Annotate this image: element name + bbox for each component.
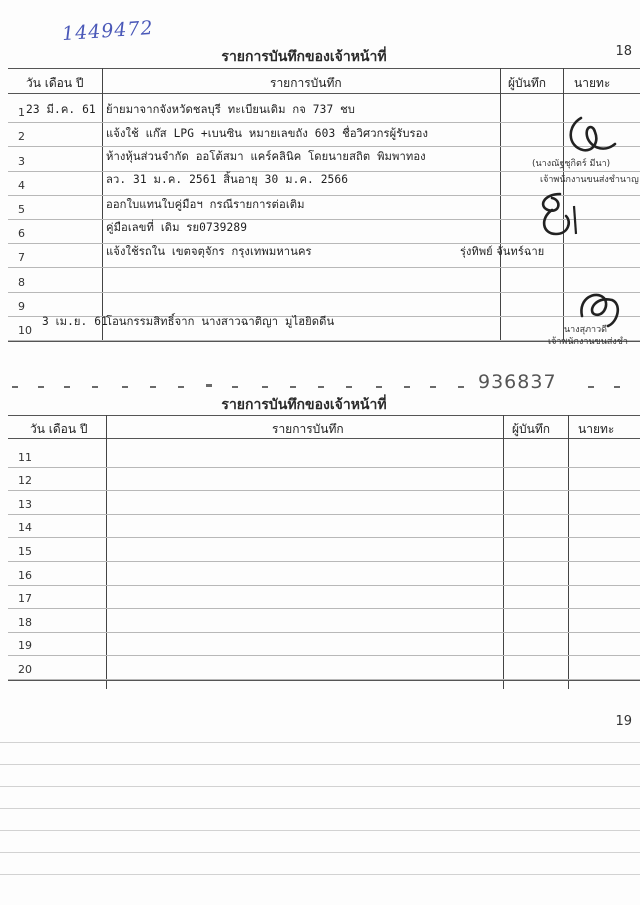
row-number: 6 (18, 227, 25, 241)
entry-line: แจ้งใช้ แก๊ส LPG +เบนซิน หมายเลขถัง 603 ชื่อวิศวกรผู้รับรอง (106, 127, 429, 140)
row-number: 14 (18, 521, 32, 535)
handwritten-reference-number: 1449472 (61, 16, 155, 46)
ruled-line (0, 808, 640, 809)
top-sheet-title: รายการบันทึกของเจ้าหน้าที่ (221, 49, 387, 65)
row-number: 1 (18, 106, 25, 120)
middle-serial-number: 936837 (478, 371, 557, 393)
stamp-officer-title: เจ้าพนักงานขนส่งชำนาญ (540, 175, 639, 185)
entry-date: 3 เม.ย. 61 (42, 315, 108, 328)
row-number: 15 (18, 545, 32, 558)
stamp-officer-name: นางสุภาวดี (564, 325, 607, 335)
officer-name: รุ่งทิพย์ จันทร์ฉาย (460, 245, 545, 258)
header-record: รายการบันทึก (272, 422, 344, 436)
row-number: 4 (18, 178, 25, 192)
stamp-officer-title: เจ้าพนักงานขนส่งชำ (548, 337, 628, 347)
row-number: 11 (18, 450, 32, 464)
row-number: 7 (18, 251, 25, 265)
row-number: 3 (18, 154, 25, 168)
entry-line: แจ้งใช้รถใน เขตจตุจักร กรุงเทพมหานคร (106, 245, 312, 258)
stamp-officer-name: (นางณัฐชุกิตร์ มีนา) (532, 159, 611, 169)
ruled-line (0, 764, 640, 765)
row-number: 17 (18, 592, 32, 606)
entry-date: 23 มี.ค. 61 (26, 103, 96, 116)
row-number: 10 (18, 324, 32, 337)
ruled-line (0, 874, 640, 875)
header-recorder: ผู้บันทึก (512, 422, 551, 436)
entry-line: ออกใบแทนใบคู่มือฯ กรณีรายการต่อเติม (106, 198, 305, 211)
ruled-line (0, 786, 640, 787)
page-number-top: 18 (615, 44, 632, 59)
row-number: 8 (18, 275, 25, 289)
entry-line: ลว. 31 ม.ค. 2561 สิ้นอายุ 30 ม.ค. 2566 (106, 173, 349, 186)
row-number: 5 (18, 203, 25, 216)
bottom-sheet-title: รายการบันทึกของเจ้าหน้าที่ (221, 397, 387, 413)
row-number: 2 (18, 130, 25, 144)
ruled-line (0, 830, 640, 831)
row-number: 12 (18, 474, 32, 488)
row-number: 16 (18, 568, 32, 582)
header-record: รายการบันทึก (270, 76, 342, 90)
header-registrar: นายทะ (574, 76, 611, 90)
entry-line: ย้ายมาจากจังหวัดชลบุรี ทะเบียนเดิม กจ 737 ชบ (106, 103, 356, 116)
page-number-bottom: 19 (615, 714, 632, 729)
entry-line: ห้างหุ้นส่วนจำกัด ออโต้สมา แคร์คลินิค โดยนายสถิต พิมพาทอง (106, 150, 426, 163)
ruled-line (0, 742, 640, 743)
row-number: 9 (18, 299, 25, 313)
row-number: 19 (18, 639, 32, 653)
entry-line: โอนกรรมสิทธิ์จาก นางสาวฉาติญา มูไฮยิดดีน (106, 315, 335, 328)
header-registrar: นายทะ (578, 422, 615, 436)
header-date: วัน เดือน ปี (30, 422, 88, 436)
ruled-line (0, 852, 640, 853)
header-date: วัน เดือน ปี (26, 76, 84, 90)
row-number: 13 (18, 497, 32, 511)
row-number: 20 (18, 663, 32, 676)
row-number: 18 (18, 615, 32, 629)
entry-line: คู่มือเลขที่ เดิม รย0739289 (106, 221, 248, 234)
header-recorder: ผู้บันทึก (508, 76, 547, 90)
